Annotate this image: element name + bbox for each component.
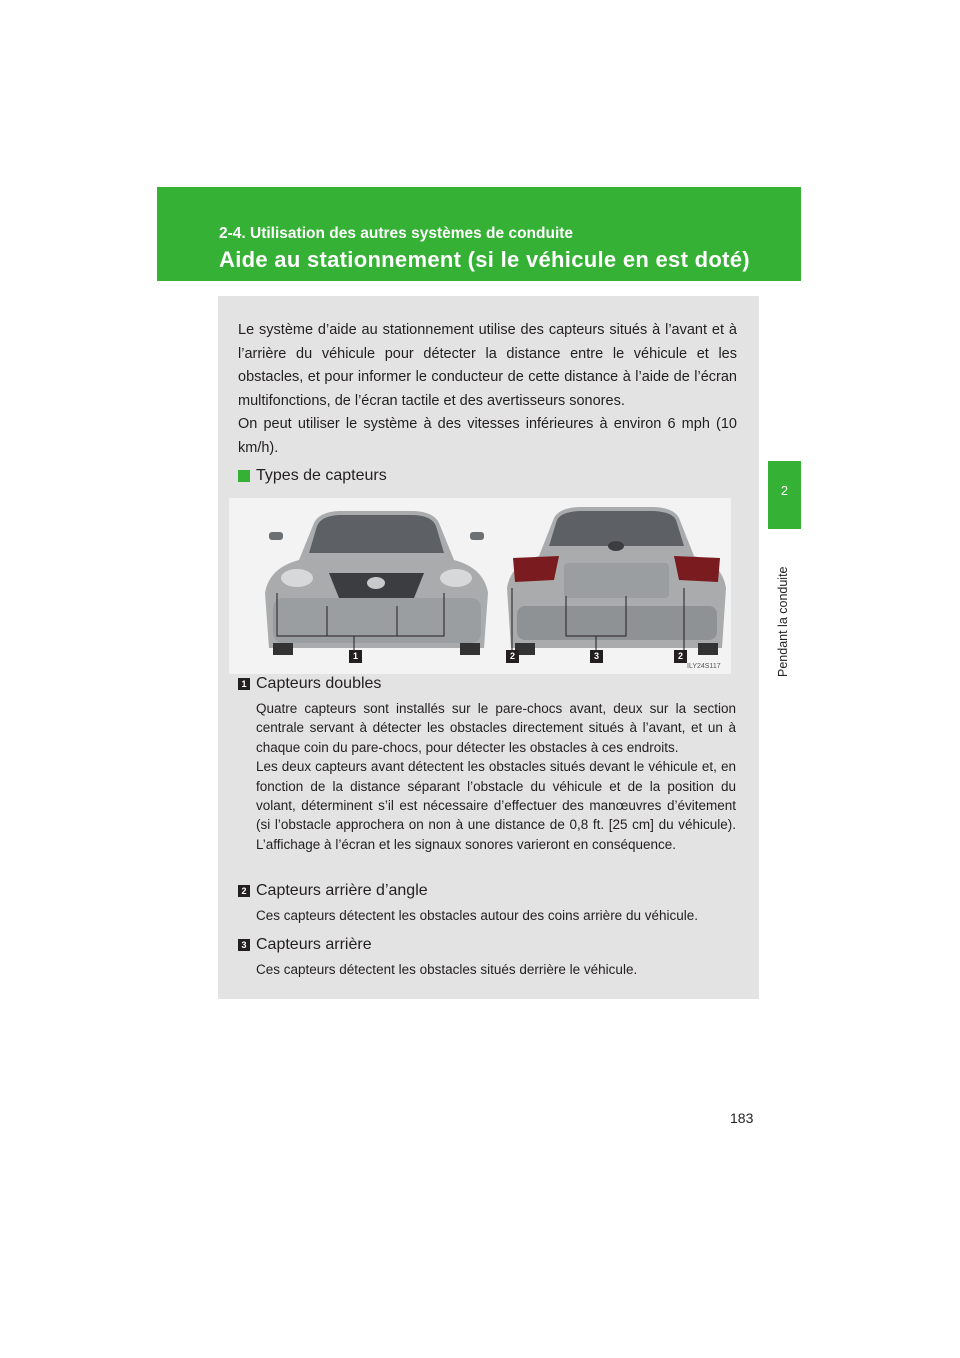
chapter-tab [768, 461, 801, 529]
item-1-text: Quatre capteurs sont installés sur le pare-chocs avant, deux sur la section centrale servant à détecter les obstacles directement situés à l’avant, et un à chaque coin du pare-chocs, pour détecter les obstacles à ces endroits. Les deux capteurs avant détectent les obstacles situés devant le véhicule et, en fonction de la distance séparant l’obstacle du véhicule et de la position du volant, déterminent s’il est nécessaire d’effectuer des manœuvres d’évitement (si l’obstacle approchera on non à une distance de 0,8 ft. [25 cm] du véhicule). L’affichage à l’écran et les signaux sonores varieront en conséquence. [256, 701, 736, 852]
item-1-title: Capteurs doubles [256, 675, 382, 692]
item-3-marker: 3 [238, 939, 250, 951]
item-2-text: Ces capteurs détectent les obstacles autour des coins arrière du véhicule. [256, 908, 698, 923]
callout-1: 1 [349, 650, 362, 663]
sensor-illustration [229, 498, 731, 674]
chapter-tab-label: Pendant la conduite [776, 566, 790, 677]
section-heading: 2-4. Utilisation des autres systèmes de conduite [219, 225, 574, 242]
intro-text [238, 319, 737, 461]
page-number: 183 [730, 1110, 754, 1126]
subheading [238, 464, 387, 488]
chapter-header [157, 187, 801, 281]
figure-code: ILY24S117 [687, 663, 721, 670]
front-car-image [265, 511, 488, 655]
page-title: Aide au stationnement (si le véhicule en est doté) [219, 247, 750, 272]
item-2-marker: 2 [238, 885, 250, 897]
car-illustration [229, 498, 731, 674]
square-bullet-icon [238, 470, 250, 482]
subheading-text: Types de capteurs [256, 467, 387, 484]
item-2-title: Capteurs arrière d’angle [256, 882, 428, 899]
callout-3: 3 [590, 650, 603, 663]
intro-paragraph-2: On peut utiliser le système à des vitesses inférieures à environ 6 mph (10 km/h). [238, 416, 737, 456]
item-1-marker: 1 [238, 678, 250, 690]
item-3-text: Ces capteurs détectent les obstacles situés derrière le véhicule. [256, 962, 638, 977]
callout-2-left: 2 [506, 650, 519, 663]
intro-paragraph-1: Le système d’aide au stationnement utilise des capteurs situés à l’avant et à l’arrière du véhicule pour détecter la distance entre le véhicule et les obstacles, et pour informer le conducteur de cette distance à l’aide de l’écran multifonctions, de l’écran tactile et des avertisseurs sonores. [238, 322, 737, 409]
chapter-tab-number: 2 [780, 483, 789, 498]
callout-2-right: 2 [674, 650, 687, 663]
item-3-title: Capteurs arrière [256, 936, 372, 953]
rear-car-image [507, 507, 726, 655]
